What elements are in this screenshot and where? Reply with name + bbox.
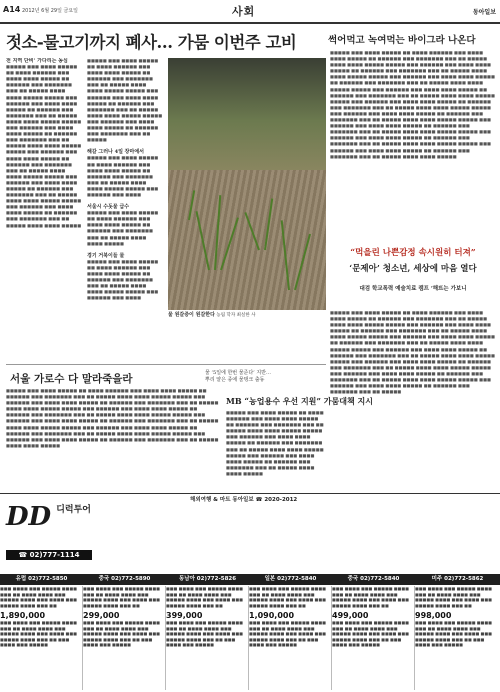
column-2-subhead-3: 경기 거북이들 물 <box>87 252 125 259</box>
photo-caption <box>168 312 326 319</box>
page-header <box>0 0 500 24</box>
main-headline: 젓소-물고기까지 폐사… 가뭄 이번주 고비 <box>6 33 297 52</box>
ad-column-southeast-asia: ■■■ ■■■■ ■■■ ■■■■■ ■■■■ ■■■ ■■ ■■■■ ■■■■ ■■■ ■■■■■ ■■■■ ■■■ ■■■■ ■■■ ■■■■■ ■■■■ ■■■ ■■ 399,000 ■■■ ■■■■ ■■■ ■■■■■ ■■■■ ■■■ ■■ ■■■■ ■■■■ ■■■ ■■■■■ ■■■■ ■■■ ■■■■ ■■■ ■■■■■ ■■■■ ■■■ ■■ ■■■ ■■■■ ■■■ ■■■■■ <box>166 586 249 690</box>
region-america[interactable]: 미주 02)772-5862 <box>431 576 484 582</box>
ad-column-america: ■■■ ■■■■ ■■■ ■■■■■ ■■■■ ■■■ ■■ ■■■■ ■■■■ ■■■ ■■■■■ ■■■■ ■■■ ■■■■ ■■■ ■■■■■ ■■■■ ■■■ ■■ 998,000 ■■■ ■■■■ ■■■ ■■■■■ ■■■■ ■■■ ■■ ■■■■ ■■■■ ■■■ ■■■■■ ■■■■ ■■■ ■■■■ ■■■ ■■■■■ ■■■■ ■■■ ■■ ■■■ ■■■■ ■■■ ■■■■■ <box>415 586 499 690</box>
side-headline: 썩어먹고 녹여먹는 바이그라 나온다 <box>328 35 476 46</box>
price-europe: 1,890,000 <box>0 611 46 620</box>
second-subheads <box>205 370 271 384</box>
article-column-1: 전 지역 단비’ 가다리는 농심 ■■■■■ ■■■ ■■■■ ■■■■■ ■■ ■■■■ ■■■■■■ ■■■ ■■■■ ■■■■ ■■■■■ ■■ ■■■■■■ ■■■ ■■■■■■■ ■■■ ■■ ■■■■■ ■■■■ ■■■■ ■■■■■ ■■■■■ ■■■ ■■■■■■ ■■■ ■■■■ ■■■■ ■■■■■ ■■ ■■■■■■ ■■■ ■■■■■■■ ■■■ ■■ ■■■■■ ■■■■ ■■■■ ■■■■■ ■■■■■ ■■■ ■■■■■■ ■■■ ■■■■ ■■■■ ■■■■■ ■■ ■■■■■■ ■■■ ■■■■■■■ ■■■ ■■ ■■■■■ ■■■■ ■■■■ ■■■■■ ■■■■■ ■■■ ■■■■■■ ■■■ ■■■■ ■■■■ ■■■■■ ■■ ■■■■■■ ■■■ ■■■■■■■ ■■■ ■■ ■■■■■ ■■■■ ■■■■ ■■■■■ ■■■■■ ■■■ ■■■■■■ ■■■ ■■■■ ■■■■ ■■■■■ ■■ ■■■■■■ ■■■ ■■■■■■■ ■■■ ■■ ■■■■■ ■■■■ ■■■■ ■■■■■ ■■■■■ ■■■ ■■■■■■ ■■■ ■■■■ ■■■■ ■■■■■ ■■ ■■■■■■ ■■■ ■■■■■■■ ■■■ ■■ ■■■■■ ■■■■ ■■■■ ■■■■■ <box>6 58 82 228</box>
section-title: 사회 <box>232 5 256 18</box>
logo-mark: DD <box>6 502 52 532</box>
section-divider <box>6 364 326 365</box>
region-band <box>0 574 500 585</box>
ad-column-europe: ■■■ ■■■■ ■■■ ■■■■■ ■■■■ ■■■ ■■ ■■■■ ■■■■ ■■■ ■■■■■ ■■■■ ■■■ ■■■■ ■■■ ■■■■■ ■■■■ ■■■ ■■ 1,890,000 ■■■ ■■■■ ■■■ ■■■■■ ■■■■ ■■■ ■■ ■■■■ ■■■■ ■■■ ■■■■■ ■■■■ ■■■ ■■■■ ■■■ ■■■■■ ■■■■ ■■■ ■■ ■■■ ■■■■ ■■■ ■■■■■ <box>0 586 83 690</box>
second-headline: 서울 가로수 다 말라죽을라 <box>10 373 133 385</box>
column-2-subhead-2: 서울시 수돗물 급수 <box>87 204 130 211</box>
mb-article-text: ■■■■■ ■■■ ■■■■ ■■■■■ ■■ ■■■■ ■■■■■■ ■■■ ■■■■ ■■■■ ■■■■■ ■■ ■■■■■■ ■■■ ■■■■■■■ ■■■ ■■ ■■■■■ ■■■■ ■■■■ ■■■■■ ■■■■■ ■■■ ■■■■■■ ■■■ ■■■■ ■■■■ ■■■■■ ■■ ■■■■■■ ■■■ ■■■■■■■ ■■■ ■■ ■■■■■ ■■■■ ■■■■ ■■■■■ ■■■■■ ■■■ ■■■■■■ ■■■ ■■■■ ■■■■ ■■■■■ ■■ ■■■■■■ ■■■ ■■■■■■■ ■■■ ■■ ■■■■■ ■■■■ ■■■■ ■■■■■ <box>226 410 324 476</box>
travel-ad-section <box>0 493 500 692</box>
travel-agency-logo <box>6 502 92 546</box>
article-column-2: ■■■■■ ■■■ ■■■■ ■■■■■ ■■ ■■■■ ■■■■■■ ■■■ ■■■■ ■■■■ ■■■■■ ■■ ■■■■■■ ■■■ ■■■■■■■ ■■■ ■■ ■■■■■ ■■■■ ■■■■ ■■■■■ ■■■■■ ■■■ ■■■■■■ ■■■ ■■■■ ■■■■ ■■■■■ ■■ ■■■■■■ ■■■ ■■■■■■■ ■■■ ■■ ■■■■■ ■■■■ ■■■■ ■■■■■ ■■■■■ ■■■ ■■■■■■ ■■■ ■■■■ ■■■■ ■■■■■ ■■ ■■■■■■ ■■■ ■■■■■■■ ■■■ ■■ ■■■■■ 해갈 그러나 4일 장마에서 ■■■■■ ■■■ ■■■■ ■■■■■ ■■ ■■■■ ■■■■■■ ■■■ ■■■■ ■■■■ ■■■■■ ■■ ■■■■■■ ■■■ ■■■■■■■ ■■■ ■■ ■■■■■ ■■■■ ■■■■ ■■■■■ ■■■■■ ■■■ ■■■■■■ ■■■ ■■■■ 서울시 수돗물 급수 ■■■■■ ■■■ ■■■■ ■■■■■ ■■ ■■■■ ■■■■■■ ■■■ ■■■■ ■■■■ ■■■■■ ■■ ■■■■■■ ■■■ ■■■■■■■ ■■■ ■■ ■■■■■ ■■■■ ■■■■ ■■■■■ 경기 거북이들 물 ■■■■■ ■■■ ■■■■ ■■■■■ ■■ ■■■■ ■■■■■■ ■■■ ■■■■ ■■■■ ■■■■■ ■■ ■■■■■■ ■■■ ■■■■■■■ ■■■ ■■ ■■■■■ ■■■■ ■■■■ ■■■■■ ■■■■■ ■■■ ■■■■■■ ■■■ ■■■■ <box>87 58 163 301</box>
feature-article-text: ■■■■■ ■■■ ■■■■ ■■■■■ ■■ ■■■■ ■■■■■■ ■■■ ■■■■ ■■■■ ■■■■■ ■■ ■■■■■■ ■■■ ■■■■■■■ ■■■ ■■ ■■■■■ ■■■■ ■■■■ ■■■■■ ■■■■■ ■■■ ■■■■■■ ■■■ ■■■■ ■■■■ ■■■■■ ■■ ■■■■■■ ■■■ ■■■■■■■ ■■■ ■■ ■■■■■ ■■■■ ■■■■ ■■■■■ ■■■■■ ■■■ ■■■■■■ ■■■ ■■■■ ■■■■ ■■■■■ ■■ ■■■■■■ ■■■ ■■■■■■■ ■■■ ■■ ■■■■■ ■■■■ ■■■■ ■■■■■ ■■■■■ ■■■ ■■■■■■ ■■■ ■■■■ ■■■■ ■■■■■ ■■ ■■■■■■ ■■■ ■■■■■■■ ■■■ ■■ ■■■■■ ■■■■ ■■■■ ■■■■■ ■■■■■ ■■■ ■■■■■■ ■■■ ■■■■ ■■■■ ■■■■■ ■■ ■■■■■■ ■■■ ■■■■■■■ ■■■ ■■ ■■■■■ ■■■■ ■■■■ ■■■■■ ■■■■■ ■■■ ■■■■■■ ■■■ ■■■■ ■■■■ ■■■■■ ■■ ■■■■■■ ■■■ ■■■■■■■ ■■■ ■■ ■■■■■ ■■■■ ■■■■ ■■■■■ ■■■■■ ■■■ ■■■■■■ ■■■ ■■■■ ■■■■ ■■■■■ ■■ ■■■■■■ ■■■ ■■■■■■■ ■■■ ■■ ■■■■■ <box>330 310 495 395</box>
feature-subtitle: 대검 학교폭력 예술치료 캠프 ‘해뜨는 가보니 <box>359 286 467 292</box>
photo-caption-sub: 물 원갈증이 원갈한다 <box>168 312 215 318</box>
page-number: A14 <box>3 5 21 14</box>
logo-name: 디럭투어 <box>56 505 91 515</box>
region-japan[interactable]: 일본 02)772-5840 <box>264 576 317 582</box>
region-southeast-asia[interactable]: 동남아 02)772-5826 <box>178 576 237 582</box>
column-2-subhead-1: 해갈 그러나 4일 장마에서 <box>87 149 145 156</box>
price-southeast-asia: 399,000 <box>166 611 203 620</box>
photo-caption-text: 농림 학자 최실한 사 <box>216 313 256 318</box>
side-article-text: ■■■■■ ■■■ ■■■■ ■■■■■ ■■ ■■■■ ■■■■■■ ■■■ ■■■■ ■■■■ ■■■■■ ■■ ■■■■■■ ■■■ ■■■■■■■ ■■■ ■■ ■■■■■ ■■■■ ■■■■ ■■■■■ ■■■■■ ■■■ ■■■■■■ ■■■ ■■■■ ■■■■ ■■■■■ ■■ ■■■■■■ ■■■ ■■■■■■■ ■■■ ■■ ■■■■■ ■■■■ ■■■■ ■■■■■ ■■■■■ ■■■ ■■■■■■ ■■■ ■■■■ ■■■■ ■■■■■ ■■ ■■■■■■ ■■■ ■■■■■■■ ■■■ ■■ ■■■■■ ■■■■ ■■■■ ■■■■■ ■■■■■ ■■■ ■■■■■■ ■■■ ■■■■ ■■■■ ■■■■■ ■■ ■■■■■■ ■■■ ■■■■■■■ ■■■ ■■ ■■■■■ ■■■■ ■■■■ ■■■■■ ■■■■■ ■■■ ■■■■■■ ■■■ ■■■■ ■■■■ ■■■■■ ■■ ■■■■■■ ■■■ ■■■■■■■ ■■■ ■■ ■■■■■ ■■■■ ■■■■ ■■■■■ ■■■■■ ■■■ ■■■■■■ ■■■ ■■■■ ■■■■ ■■■■■ ■■ ■■■■■■ ■■■ ■■■■■■■ ■■■ ■■ ■■■■■ ■■■■ ■■■■ ■■■■■ ■■■■■ ■■■ ■■■■■■ ■■■ ■■■■ ■■■■ ■■■■■ ■■ ■■■■■■ ■■■ ■■■■■■■ ■■■ ■■ ■■■■■ ■■■■ ■■■■ ■■■■■ ■■■■■ ■■■ ■■■■■■ ■■■ ■■■■ ■■■■ ■■■■■ ■■ ■■■■■■ ■■■ ■■■■■■■ ■■■ ■■ ■■■■■ ■■■■ ■■■■ ■■■■■ ■■■■■ ■■■ ■■■■■■ ■■■ ■■■■ ■■■■ ■■■■■ ■■ ■■■■■■ ■■■ ■■■■■■■ ■■■ ■■ ■■■■■ ■■■■ ■■■■ ■■■■■ <box>330 50 495 159</box>
region-china-2[interactable]: 중국 02)772-5840 <box>347 576 400 582</box>
feature-quote-2: ‘문제아’ 청소년, 세상에 마음 열다 <box>349 264 477 274</box>
region-china[interactable]: 중국 02)772-5890 <box>98 576 151 582</box>
agency-phone[interactable]: ☎ 02)777-1114 <box>6 550 92 560</box>
travel-ad-label: 해외여행 & 마트 동아일보 ☎ 2020-2012 <box>190 497 298 503</box>
price-japan: 1,090,000 <box>249 611 295 620</box>
mb-headline: MB “농업용수 우선 지원” 가뭄대책 지시 <box>226 396 373 406</box>
column-1-subhead: 전 지역 단비’ 가다리는 농심 <box>6 58 68 64</box>
second-sub-1: 물 ‘5일에 한번 물준다’ 지반… <box>205 370 272 376</box>
price-china-2: 499,000 <box>332 611 369 620</box>
paper-name: 동아일보 <box>472 9 496 16</box>
ad-column-china-2: ■■■ ■■■■ ■■■ ■■■■■ ■■■■ ■■■ ■■ ■■■■ ■■■■ ■■■ ■■■■■ ■■■■ ■■■ ■■■■ ■■■ ■■■■■ ■■■■ ■■■ ■■ 499,000 ■■■ ■■■■ ■■■ ■■■■■ ■■■■ ■■■ ■■ ■■■■ ■■■■ ■■■ ■■■■■ ■■■■ ■■■ ■■■■ ■■■ ■■■■■ ■■■■ ■■■ ■■ ■■■ ■■■■ ■■■ ■■■■■ <box>332 586 415 690</box>
feature-box <box>330 244 496 306</box>
second-article-text: ■■■■■ ■■■ ■■■■ ■■■■■ ■■ ■■■■ ■■■■■■ ■■■ ■■■■ ■■■■ ■■■■■ ■■ ■■■■■■ ■■■ ■■■■■■■ ■■■ ■■ ■■■■■ ■■■■ ■■■■ ■■■■■ ■■■■■ ■■■ ■■■■■■ ■■■ ■■■■ ■■■■ ■■■■■ ■■ ■■■■■■ ■■■ ■■■■■■■ ■■■ ■■ ■■■■■ ■■■■ ■■■■ ■■■■■ ■■■■■ ■■■ ■■■■■■ ■■■ ■■■■ ■■■■ ■■■■■ ■■ ■■■■■■ ■■■ ■■■■■■■ ■■■ ■■ ■■■■■ ■■■■ ■■■■ ■■■■■ ■■■■■ ■■■ ■■■■■■ ■■■ ■■■■ ■■■■ ■■■■■ ■■ ■■■■■■ ■■■ ■■■■■■■ ■■■ ■■ ■■■■■ ■■■■ ■■■■ ■■■■■ ■■■■■ ■■■ ■■■■■■ ■■■ ■■■■ ■■■■ ■■■■■ ■■ ■■■■■■ ■■■ ■■■■■■■ ■■■ ■■ ■■■■■ ■■■■ ■■■■ ■■■■■ ■■■■■ ■■■ ■■■■■■ ■■■ ■■■■ ■■■■ ■■■■■ ■■ ■■■■■■ ■■■ ■■■■■■■ ■■■ ■■ ■■■■■ ■■■■ ■■■■ ■■■■■ <box>6 388 219 448</box>
price-america: 998,000 <box>415 611 452 620</box>
price-china: 299,000 <box>83 611 120 620</box>
ad-column-china: ■■■ ■■■■ ■■■ ■■■■■ ■■■■ ■■■ ■■ ■■■■ ■■■■ ■■■ ■■■■■ ■■■■ ■■■ ■■■■ ■■■ ■■■■■ ■■■■ ■■■ ■■ 299,000 ■■■ ■■■■ ■■■ ■■■■■ ■■■■ ■■■ ■■ ■■■■ ■■■■ ■■■ ■■■■■ ■■■■ ■■■ ■■■■ ■■■ ■■■■■ ■■■■ ■■■ ■■ ■■■ ■■■■ ■■■ ■■■■■ <box>83 586 166 690</box>
drought-field-photo <box>168 58 326 310</box>
region-europe[interactable]: 유럽 02)772-5850 <box>15 576 68 582</box>
ad-column-japan: ■■■ ■■■■ ■■■ ■■■■■ ■■■■ ■■■ ■■ ■■■■ ■■■■ ■■■ ■■■■■ ■■■■ ■■■ ■■■■ ■■■ ■■■■■ ■■■■ ■■■ ■■ 1,090,000 ■■■ ■■■■ ■■■ ■■■■■ ■■■■ ■■■ ■■ ■■■■ ■■■■ ■■■ ■■■■■ ■■■■ ■■■ ■■■■ ■■■ ■■■■■ ■■■■ ■■■ ■■ ■■■ ■■■■ ■■■ ■■■■■ <box>249 586 332 690</box>
second-sub-2: 뿌리 얕은 종에 물탱크 출동 <box>205 377 265 383</box>
issue-date: 2012년 6월 29일 금요일 <box>22 8 79 14</box>
feature-quote-1: “먹을린 나쁜감정 속시원히 터져” <box>350 248 476 258</box>
